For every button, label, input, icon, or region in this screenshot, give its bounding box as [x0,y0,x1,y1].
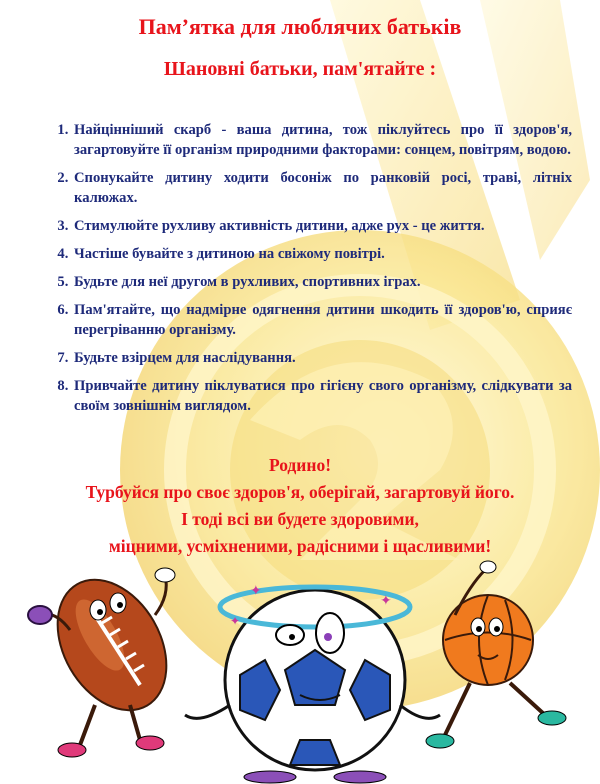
closing-line: І тоді всі ви будете здоровими, [181,509,419,529]
page-title: Пам’ятка для люблячих батьків [138,14,462,39]
closing-line: міцними, усміхненими, радісними і щасливими! [108,536,492,556]
tip-item: 4. Частіше бувайте з дитиною на свіжому повітрі. [72,244,572,264]
tips-list [30,120,572,424]
closing-message [0,452,600,560]
closing-line: Турбуйся про своє здоров'я, оберігай, загартовуй його. [85,482,515,502]
tip-item: 1. Найцінніший скарб - ваша дитина, тож піклуйтесь про її здоров'я, загартовуйте її організм природними факторами: сонцем, повітрям, водою. [72,120,572,160]
tip-item: 8. Привчайте дитину піклуватися про гігієну свого організму, слідкувати за своїм зовнішнім виглядом. [72,376,572,416]
tip-item: 2. Спонукайте дитину ходити босоніж по ранковій росі, траві, літніх калюжах. [72,168,572,208]
football-character [28,560,189,757]
closing-greeting: Родино! [268,455,332,475]
tip-item: 3. Стимулюйте рухливу активність дитини, адже рух - це життя. [72,216,572,236]
page-subtitle: Шановні батьки, пам'ятайте : [163,58,437,80]
svg-text:✦: ✦ [250,584,262,599]
tip-item: 7. Будьте взірцем для наслідування. [72,348,572,368]
svg-text:✦: ✦ [380,594,392,609]
tip-item: 6. Пам'ятайте, що надмірне одягнення дитини шкодить її здоров'ю, сприяє перегріванню організму. [72,300,572,340]
basketball-character [426,561,566,748]
sport-characters-illustration [0,555,600,784]
svg-text:✦: ✦ [230,614,241,628]
tip-item: 5. Будьте для неї другом в рухливих, спортивних іграх. [72,272,572,292]
soccer-ball-character [185,584,440,783]
